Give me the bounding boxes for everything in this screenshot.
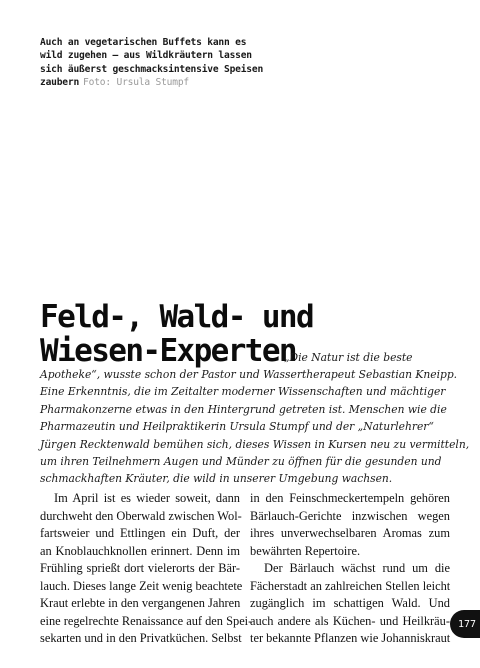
body-line: lauch. Dieses lange Zeit wenig beachtete — [40, 578, 243, 593]
body-line: an Knoblauchknollen erinnert. Denn im — [40, 543, 240, 558]
body-line: fartsweier und Ettlingen ein Duft, der — [40, 526, 240, 540]
body-line: durchweht den Oberwald zwischen Wol- — [40, 508, 242, 523]
intro-line: um ihren Teilnehmern Augen und Münder zu öffnen für die gesunden und — [40, 455, 442, 469]
body-line: Bärlauch-Gerichte inzwischen wegen — [250, 508, 450, 523]
headline-line-1: Feld-, Wald- und — [40, 299, 314, 335]
intro-line: schmackhaften Kräuter, die wild in unserer Umgebung wachsen. — [40, 472, 393, 486]
intro-line: Pharmakonzerne etwas in den Hintergrund getreten ist. Menschen wie die — [40, 402, 447, 416]
body-column-right — [250, 490, 450, 648]
page-number-badge — [450, 610, 480, 638]
intro-first-line: „Die Natur ist die beste — [284, 351, 413, 364]
caption-line — [40, 76, 280, 89]
body-line: Im April ist es wieder soweit, dann — [54, 491, 240, 505]
intro-line: Pharmazeutin und Heilpraktikerin Ursula Stumpf und der „Naturlehrer“ — [40, 420, 434, 434]
intro-paragraph — [40, 366, 470, 488]
body-line: Kraut erlebte in den vergangenen Jahren — [40, 596, 241, 610]
caption-line: wild zugehen – aus Wildkräutern lassen — [40, 50, 252, 62]
page-number: 177 — [457, 618, 477, 630]
body-line: bewährten Repertoire. — [250, 543, 361, 558]
body-line: sekarten und in den Privatküchen. Selbst — [40, 631, 242, 645]
body-column-left — [40, 490, 253, 648]
body-line: eine regelrechte Renaissance auf den Spei- — [40, 613, 253, 628]
photo-credit: Foto: Ursula Stumpf — [83, 77, 189, 89]
headline-line-2: Wiesen-Experten — [40, 333, 296, 369]
intro-line: Jürgen Recktenwald bemühen sich, dieses Wissen in Kursen neu zu vermitteln, — [40, 437, 470, 451]
body-line: ihres unverwechselbaren Aromas zum — [250, 526, 450, 540]
body-line: zugänglich im schattigen Wald. Und — [250, 596, 450, 610]
body-line: Frühling sprießt dort vielerorts der Bär- — [40, 561, 240, 575]
photo-caption — [40, 36, 280, 90]
intro-line: Eine Erkenntnis, die im Zeitalter moderner Wissenschaften und mächtiger — [40, 385, 446, 399]
body-line: ter bekannte Pflanzen wie Johanniskraut — [250, 631, 451, 645]
body-line: auch andere als Küchen- und Heilkräu- — [250, 613, 450, 628]
intro-line: Apotheke“, wusste schon der Pastor und Wassertherapeut Sebastian Kneipp. — [40, 368, 458, 381]
caption-text: zaubern — [40, 77, 80, 89]
caption-line: Auch an vegetarischen Buffets kann es — [40, 37, 247, 48]
body-line: Fächerstadt an zahlreichen Stellen leicht — [250, 578, 451, 593]
caption-line: sich äußerst geschmacksintensive Speisen — [40, 63, 264, 75]
article-headline — [40, 300, 313, 368]
body-line: in den Feinschmeckertempeln gehören — [250, 491, 450, 505]
body-line: Der Bärlauch wächst rund um die — [264, 561, 450, 575]
